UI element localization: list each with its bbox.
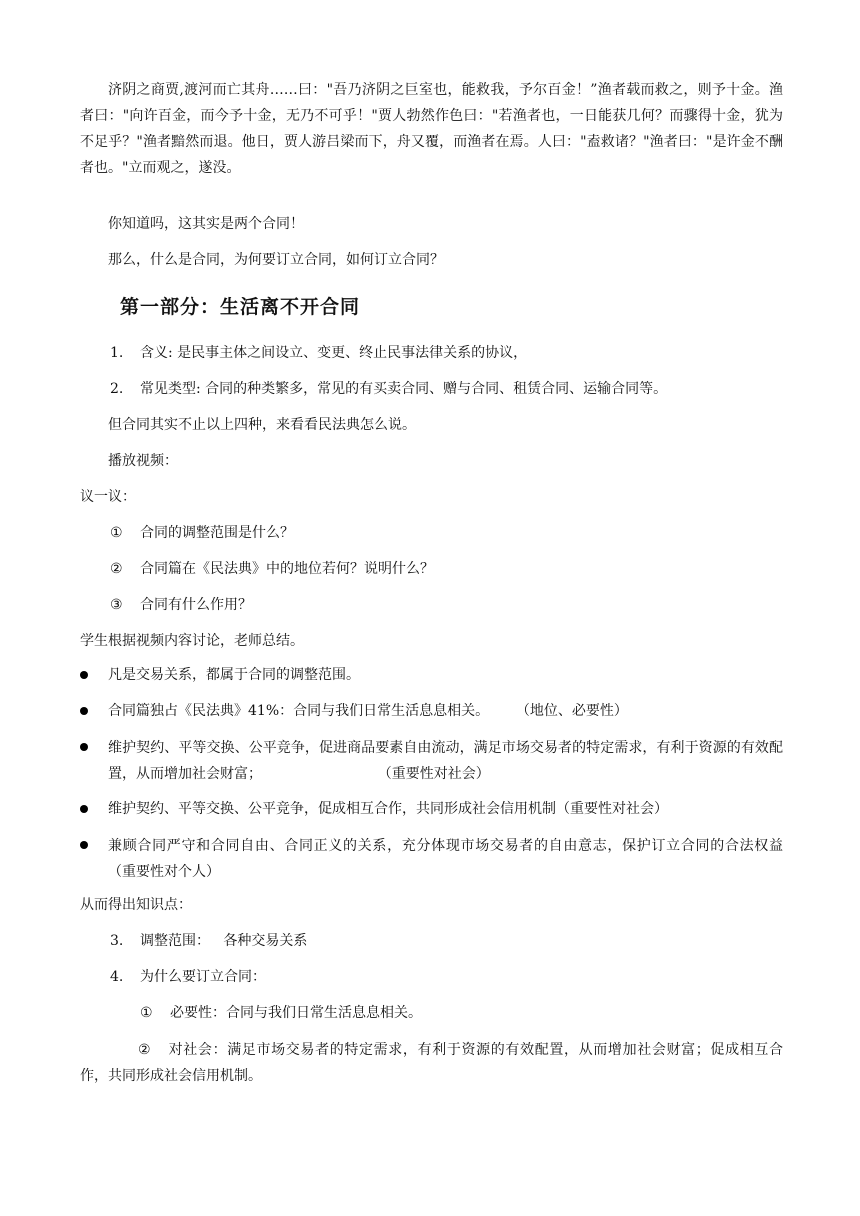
bullet-item: 维护契约、平等交换、公平竞争，促成相互合作，共同形成社会信用机制（重要性对社会） bbox=[108, 801, 668, 817]
sub-point bbox=[140, 1001, 422, 1025]
item-number: 1. bbox=[110, 345, 124, 361]
derive-line: 从而得出知识点： bbox=[80, 897, 192, 913]
circled-number: ① bbox=[110, 525, 123, 541]
bullet-item: 凡是交易关系，都属于合同的调整范围。 bbox=[108, 667, 360, 683]
item-number: 4. bbox=[110, 969, 124, 985]
circled-number: ② bbox=[138, 1042, 151, 1058]
question-item bbox=[110, 521, 294, 545]
note-line: 但合同其实不止以上四种，来看看民法典怎么说。 bbox=[108, 417, 416, 433]
circled-number: ③ bbox=[110, 597, 123, 613]
item-text: 为什么要订立合同： bbox=[140, 969, 266, 985]
bullet-icon bbox=[80, 743, 88, 751]
bullet-icon bbox=[80, 707, 88, 715]
item-number: 2. bbox=[110, 381, 124, 397]
discuss-label: 议一议： bbox=[80, 489, 136, 505]
bullet-item: 维护契约、平等交换、公平竞争，促进商品要素自由流动，满足市场交易者的特定需求，有利于资源的有效配置，从而增加社会财富； （重要性对社会） bbox=[108, 740, 783, 782]
definition-item bbox=[110, 341, 527, 365]
bullet-item: 兼顾合同严守和合同自由、合同正义的关系，充分体现市场交易者的自由意志，保护订立合同的合法权益 （重要性对个人） bbox=[108, 838, 819, 880]
knowledge-point bbox=[110, 929, 307, 953]
question-item bbox=[110, 593, 252, 617]
intro-line-1: 你知道吗，这其实是两个合同！ bbox=[108, 216, 304, 232]
bullet-icon bbox=[80, 805, 88, 813]
sub-point-text: 对社会：满足市场交易者的特定需求，有利于资源的有效配置，从而增加社会财富；促成相互合作，共同形成社会信用机制。 bbox=[80, 1042, 783, 1084]
item-text: 调整范围： 各种交易关系 bbox=[140, 933, 308, 949]
circled-number: ② bbox=[110, 561, 123, 577]
bullet-item: 合同篇独占《民法典》41%：合同与我们日常生活息息相关。 （地位、必要性） bbox=[108, 703, 628, 719]
question-item bbox=[110, 557, 434, 581]
knowledge-point bbox=[110, 965, 266, 989]
summary-intro: 学生根据视频内容讨论，老师总结。 bbox=[80, 633, 304, 649]
bullet-icon bbox=[80, 841, 88, 849]
question-text: 合同篇在《民法典》中的地位若何？说明什么？ bbox=[140, 561, 434, 577]
question-text: 合同有什么作用？ bbox=[140, 597, 252, 613]
types-item bbox=[110, 377, 667, 401]
video-line: 播放视频： bbox=[108, 453, 178, 469]
sub-point bbox=[80, 1037, 783, 1089]
item-number: 3. bbox=[110, 933, 124, 949]
story-paragraph: 济阴之商贾,渡河而亡其舟……曰："吾乃济阴之巨室也，能救我，予尔百金！”渔者载而救之，则予十金。渔者曰："向许百金，而今予十金，无乃不可乎！"贾人勃然作色曰："若渔者也，一日能获几何？而骤得十金，犹为不足乎？"渔者黯然而退。他日，贾人游吕梁而下，舟又覆，而渔者在焉。人曰："盍救诸？"渔者曰："是许金不酬者也。"立而观之，遂没。 bbox=[80, 82, 783, 176]
sub-point-text: 必要性：合同与我们日常生活息息相关。 bbox=[170, 1005, 422, 1021]
item-text: 含义: 是民事主体之间设立、变更、终止民事法律关系的协议， bbox=[140, 345, 528, 361]
section-heading: 第一部分：生活离不开合同 bbox=[120, 296, 361, 318]
circled-number: ① bbox=[140, 1005, 153, 1021]
item-text: 常见类型: 合同的种类繁多，常见的有买卖合同、赠与合同、租赁合同、运输合同等。 bbox=[140, 381, 668, 397]
intro-line-2: 那么，什么是合同，为何要订立合同，如何订立合同？ bbox=[108, 252, 444, 268]
bullet-icon bbox=[80, 671, 88, 679]
question-text: 合同的调整范围是什么？ bbox=[140, 525, 294, 541]
